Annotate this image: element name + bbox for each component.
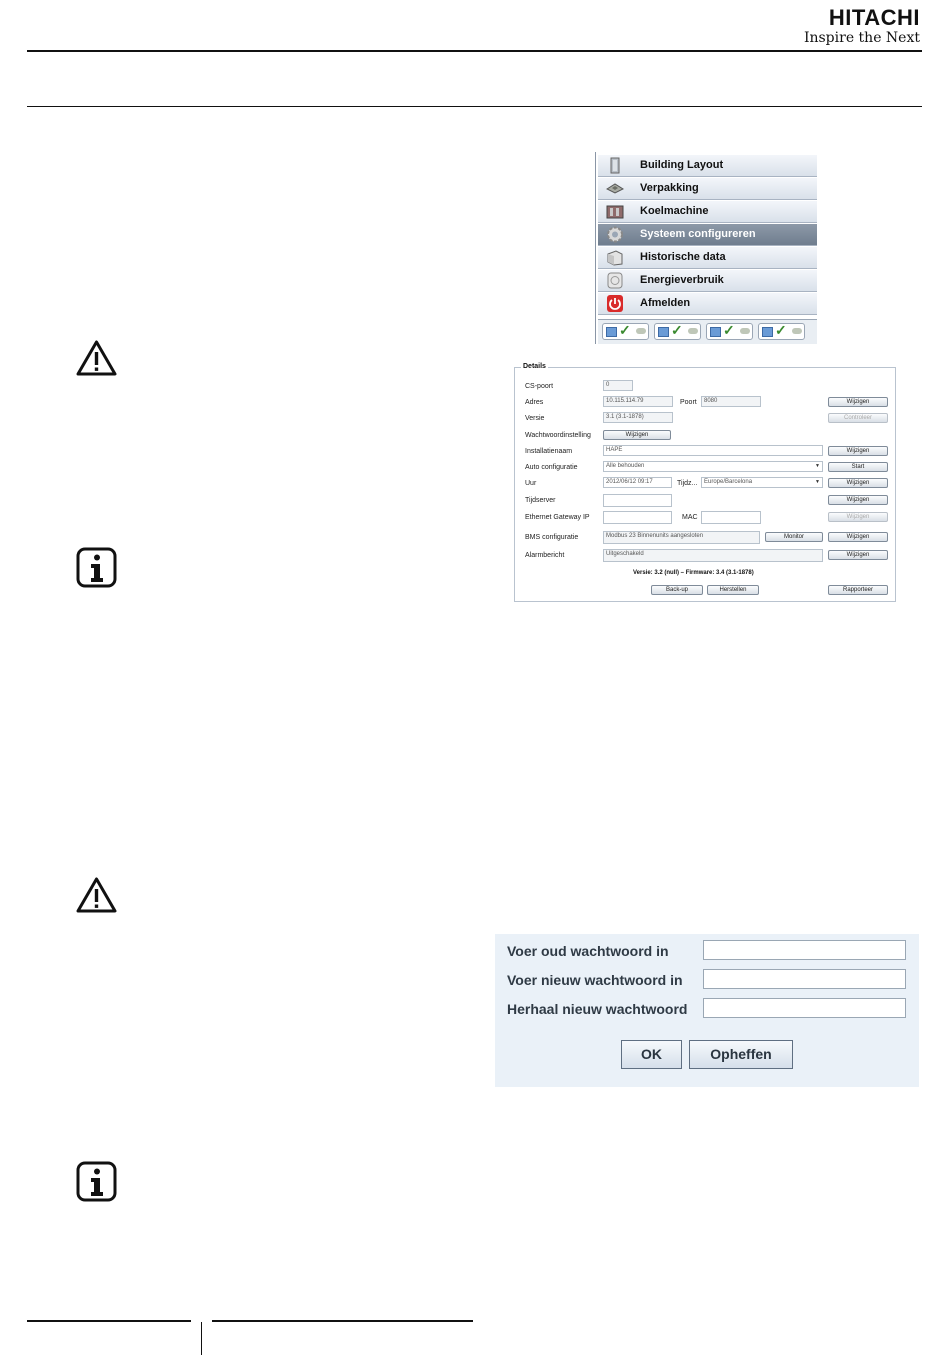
status-indicator[interactable] bbox=[602, 323, 649, 340]
firmware-version-text: Versie: 3.2 (null) – Firmware: 3.4 (3.1-1878) bbox=[633, 570, 754, 576]
auto-config-value: Alle behouden bbox=[606, 463, 645, 469]
install-name-field[interactable]: HAPE bbox=[603, 445, 823, 456]
version-check-button[interactable]: Controleer bbox=[828, 413, 888, 423]
energy-icon bbox=[606, 272, 624, 289]
alarm-label: Alarmbericht bbox=[525, 552, 565, 559]
cs-port-label: CS-poort bbox=[525, 383, 554, 390]
menu-item-label: Koelmachine bbox=[640, 205, 709, 217]
auto-config-start-button[interactable]: Start bbox=[828, 462, 888, 472]
chiller-icon bbox=[606, 203, 624, 220]
report-button[interactable]: Rapporteer bbox=[828, 585, 888, 595]
menu-item-historische-data[interactable] bbox=[598, 247, 817, 269]
footer-rule-left bbox=[27, 1320, 191, 1322]
ethernet-gateway-label: Ethernet Gateway IP bbox=[525, 514, 590, 521]
old-password-input[interactable] bbox=[703, 940, 906, 960]
brand-name: HITACHI bbox=[828, 5, 920, 30]
password-setting-label: Wachtwoordinstelling bbox=[525, 432, 591, 439]
clock-change-button[interactable]: Wijzigen bbox=[828, 478, 888, 488]
menu-item-afmelden[interactable] bbox=[598, 293, 817, 315]
timezone-label: Tijdz... bbox=[677, 480, 698, 487]
info-icon bbox=[76, 547, 117, 588]
cs-port-field[interactable]: 0 bbox=[603, 380, 633, 391]
history-icon bbox=[606, 249, 624, 266]
password-change-button[interactable]: Wijzigen bbox=[603, 430, 671, 440]
auto-config-select[interactable] bbox=[603, 461, 823, 472]
bms-change-button[interactable]: Wijzigen bbox=[828, 532, 888, 542]
network-icon bbox=[636, 328, 646, 334]
address-field[interactable]: 10.115.114.79 bbox=[603, 396, 673, 407]
menu-item-label: Afmelden bbox=[640, 297, 691, 309]
menu-item-energieverbruik[interactable] bbox=[598, 270, 817, 292]
details-legend: Details bbox=[523, 363, 546, 370]
status-indicator[interactable] bbox=[758, 323, 805, 340]
ethernet-gateway-field[interactable] bbox=[603, 511, 672, 524]
alarm-change-button[interactable]: Wijzigen bbox=[828, 550, 888, 560]
check-icon: ✓ bbox=[723, 322, 735, 338]
menu-item-koelmachine[interactable] bbox=[598, 201, 817, 223]
version-label: Versie bbox=[525, 415, 545, 422]
bms-config-label: BMS configuratie bbox=[525, 534, 579, 541]
package-icon bbox=[606, 180, 624, 197]
status-indicator[interactable] bbox=[654, 323, 701, 340]
check-icon: ✓ bbox=[619, 322, 631, 338]
bms-config-field: Modbus 23 Binnenunits aangesloten bbox=[603, 531, 760, 544]
menu-item-label: Systeem configureren bbox=[640, 228, 756, 240]
menu-item-label: Verpakking bbox=[640, 182, 699, 194]
menu-item-systeem-configureren[interactable] bbox=[598, 224, 817, 246]
info-icon bbox=[76, 1161, 117, 1202]
auto-config-label: Auto configuratie bbox=[525, 464, 578, 471]
address-label: Adres bbox=[525, 399, 544, 406]
port-label: Poort bbox=[680, 399, 697, 406]
old-password-label: Voer oud wachtwoord in bbox=[507, 943, 669, 959]
bms-monitor-button[interactable]: Monitor bbox=[765, 532, 823, 542]
network-icon bbox=[740, 328, 750, 334]
mac-label: MAC bbox=[682, 514, 698, 521]
check-icon: ✓ bbox=[671, 322, 683, 338]
details-panel bbox=[514, 363, 896, 602]
status-bar bbox=[598, 319, 817, 344]
footer-divider bbox=[201, 1322, 202, 1355]
timezone-value: Europe/Barcelona bbox=[704, 479, 753, 485]
repeat-password-input[interactable] bbox=[703, 998, 906, 1018]
new-password-label: Voer nieuw wachtwoord in bbox=[507, 972, 683, 988]
clock-field[interactable]: 2012/06/12 09:17 bbox=[603, 477, 672, 488]
install-name-change-button[interactable]: Wijzigen bbox=[828, 446, 888, 456]
backup-button[interactable]: Back-up bbox=[651, 585, 703, 595]
menu-item-label: Energieverbruik bbox=[640, 274, 724, 286]
hitachi-logo bbox=[790, 6, 920, 46]
menu-item-verpakking[interactable] bbox=[598, 178, 817, 200]
gear-icon bbox=[606, 226, 624, 243]
install-name-label: Installatienaam bbox=[525, 448, 573, 455]
ok-button[interactable]: OK bbox=[621, 1040, 682, 1069]
menu-item-building-layout[interactable] bbox=[598, 155, 817, 177]
monitor-icon bbox=[762, 327, 773, 337]
cancel-button[interactable]: Opheffen bbox=[689, 1040, 793, 1069]
footer-rule-right bbox=[212, 1320, 473, 1322]
timeserver-label: Tijdserver bbox=[525, 497, 556, 504]
monitor-icon bbox=[710, 327, 721, 337]
timeserver-change-button[interactable]: Wijzigen bbox=[828, 495, 888, 505]
ethernet-change-button[interactable]: Wijzigen bbox=[828, 512, 888, 522]
menu-item-label: Historische data bbox=[640, 251, 726, 263]
new-password-input[interactable] bbox=[703, 969, 906, 989]
timezone-select[interactable] bbox=[701, 477, 823, 488]
brand-tagline: Inspire the Next bbox=[803, 30, 920, 46]
timeserver-field[interactable] bbox=[603, 494, 672, 507]
version-field: 3.1 (3.1-1878) bbox=[603, 412, 673, 423]
check-icon: ✓ bbox=[775, 322, 787, 338]
alarm-field: Uitgeschakeld bbox=[603, 549, 823, 562]
clock-label: Uur bbox=[525, 480, 537, 487]
restore-button[interactable]: Herstellen bbox=[707, 585, 759, 595]
network-icon bbox=[792, 328, 802, 334]
warning-icon bbox=[75, 876, 118, 914]
port-field[interactable]: 8080 bbox=[701, 396, 761, 407]
header-rule bbox=[27, 50, 922, 52]
building-icon bbox=[606, 157, 624, 174]
warning-icon bbox=[75, 339, 118, 377]
password-dialog bbox=[495, 934, 919, 1087]
monitor-icon bbox=[606, 327, 617, 337]
section-rule bbox=[27, 106, 922, 107]
menu-item-label: Building Layout bbox=[640, 159, 724, 171]
address-change-button[interactable]: Wijzigen bbox=[828, 397, 888, 407]
status-indicator[interactable] bbox=[706, 323, 753, 340]
monitor-icon bbox=[658, 327, 669, 337]
power-icon bbox=[606, 295, 624, 312]
repeat-password-label: Herhaal nieuw wachtwoord bbox=[507, 1001, 688, 1017]
mac-field[interactable] bbox=[701, 511, 761, 524]
network-icon bbox=[688, 328, 698, 334]
navigation-menu bbox=[595, 152, 817, 344]
